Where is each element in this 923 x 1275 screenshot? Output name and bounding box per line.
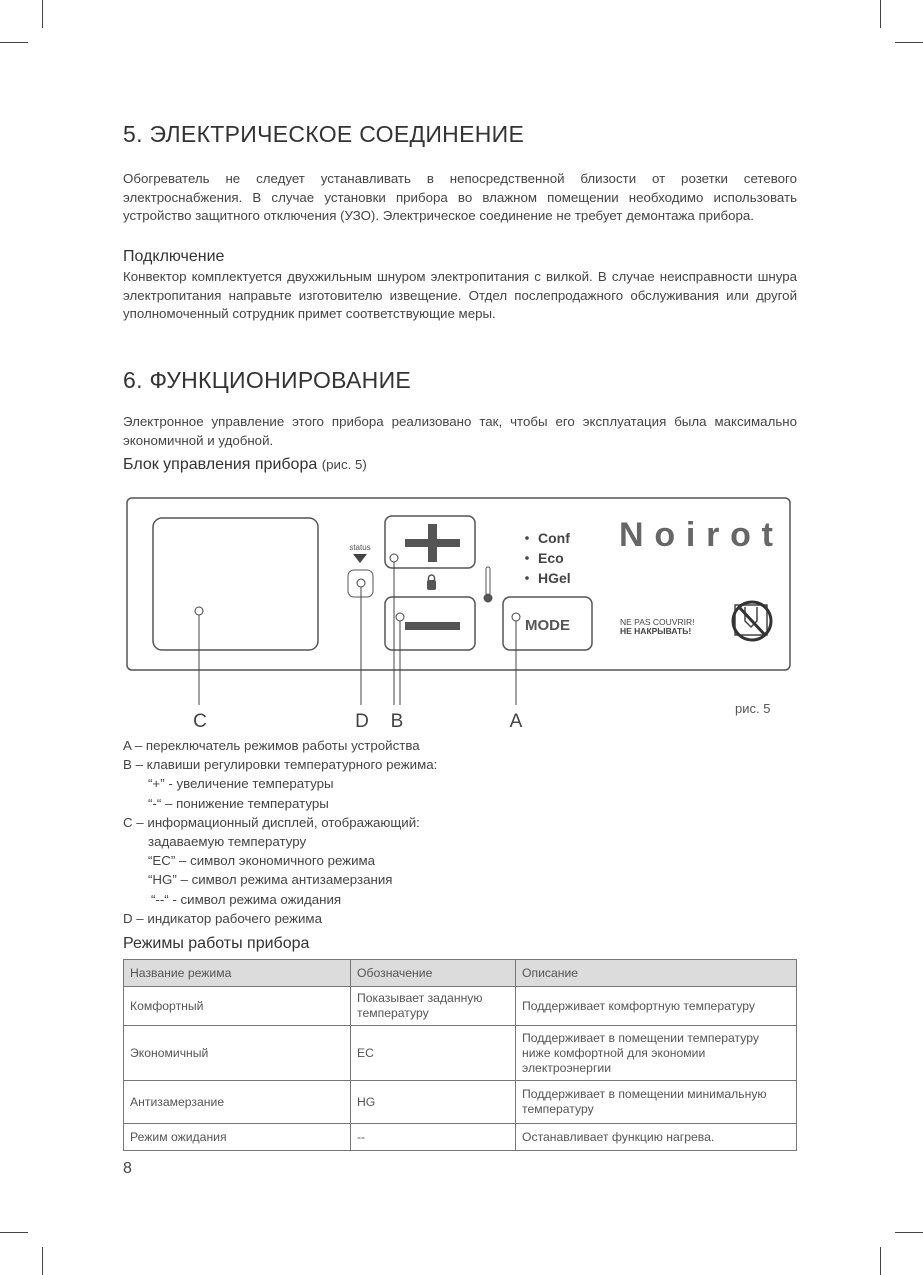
table-row: [124, 1026, 797, 1081]
table-cell: EC: [351, 1026, 516, 1081]
callout-point-d: [357, 579, 365, 587]
modes-table: [123, 959, 797, 1151]
legend-item: B – клавиши регулировки температурного режима:: [123, 757, 438, 773]
control-block-title: Блок управления прибора: [123, 456, 318, 473]
legend-item: “+” - увеличение температуры: [148, 776, 334, 792]
display-c: [153, 518, 318, 650]
connection-paragraph: Конвектор комплектуется двухжильным шнуром электропитания с вилкой. В случае неисправности шнура электропитания направьте изготовителю извещение. Отдел послепродажного обслуживания или другой уполномоченный сотрудник примет соответствующие меры.: [123, 269, 797, 322]
table-cell: Антизамерзание: [124, 1081, 351, 1124]
noirot-logo: Noirot: [619, 516, 773, 554]
figure-reference: (рис. 5): [321, 457, 367, 472]
section-5-paragraph: Обогреватель не следует устанавливать в непосредственной близости от розетки сетевого электроснабжения. В случае установки прибора во влажном помещении необходимо использовать устройство защитного отключения (УЗО). Электрическое соединение не требует демонтажа прибора.: [123, 171, 797, 224]
table-row: [124, 1124, 797, 1151]
thermometer-icon: [486, 567, 490, 595]
crop-mark: [895, 1232, 923, 1233]
table-cell: Экономичный: [124, 1026, 351, 1081]
table-row: [124, 1081, 797, 1124]
table-cell: Комфортный: [124, 987, 351, 1026]
section-6-paragraph: Электронное управление этого прибора реализовано так, чтобы его эксплуатация была максимально экономичной и удобной.: [123, 414, 797, 448]
table-cell: Поддерживает в помещении температуру ниже комфортной для экономии электроэнергии: [516, 1026, 797, 1081]
column-header: Описание: [516, 960, 797, 987]
page-number: 8: [123, 1160, 132, 1177]
table-cell: Останавливает функцию нагрева.: [516, 1124, 797, 1151]
legend-item: “HG” – символ режима антизамерзания: [148, 872, 393, 888]
status-label: status: [349, 543, 371, 552]
legend-item: “-“ – понижение температуры: [148, 795, 329, 811]
table-row: [124, 987, 797, 1026]
table-header-row: [124, 960, 797, 987]
table-cell: Поддерживает комфортную температуру: [516, 987, 797, 1026]
crop-mark: [0, 1232, 28, 1233]
connection-subheading: Подключение: [123, 248, 225, 265]
mode-button-label: MODE: [525, 617, 570, 634]
legend-item: задаваемую температуру: [148, 834, 307, 850]
diagram-legend: [123, 736, 437, 928]
legend-item: C – информационный дисплей, отображающий:: [123, 814, 420, 830]
column-header: Название режима: [124, 960, 351, 987]
warning-fr: NE PAS COUVRIR!: [620, 617, 695, 627]
figure-caption: рис. 5: [735, 701, 771, 716]
table-cell: HG: [351, 1081, 516, 1124]
callout-c: C: [193, 711, 207, 732]
legend-item: “--“ - символ режима ожидания: [151, 891, 342, 907]
mode-eco: Eco: [538, 550, 564, 566]
legend-item: “EC” – символ экономичного режима: [148, 853, 376, 869]
callout-d: D: [355, 711, 369, 732]
section-5-title: 5. ЭЛЕКТРИЧЕСКОЕ СОЕДИНЕНИЕ: [123, 121, 525, 147]
callout-a: A: [509, 711, 523, 732]
warning-ru: НЕ НАКРЫВАТЬ!: [620, 626, 692, 636]
legend-item: D – индикатор рабочего режима: [123, 910, 322, 926]
mode-conf: Conf: [538, 530, 570, 546]
crop-mark: [42, 1247, 43, 1275]
legend-item: A – переключатель режимов работы устройства: [123, 738, 420, 753]
table-cell: Показывает заданную температуру: [351, 987, 516, 1026]
minus-icon: [405, 622, 460, 630]
crop-mark: [880, 1247, 881, 1275]
lock-icon: [427, 580, 436, 590]
column-header: Обозначение: [351, 960, 516, 987]
table-cell: --: [351, 1124, 516, 1151]
callout-point-c: [195, 607, 203, 615]
plus-icon: [428, 524, 437, 562]
modes-table-title: Режимы работы прибора: [123, 935, 310, 952]
callout-b: B: [390, 711, 404, 732]
table-cell: Режим ожидания: [124, 1124, 351, 1151]
section-6-title: 6. ФУНКЦИОНИРОВАНИЕ: [123, 367, 412, 393]
mode-hgel: HGel: [538, 570, 571, 586]
table-cell: Поддерживает в помещении минимальную температуру: [516, 1081, 797, 1124]
